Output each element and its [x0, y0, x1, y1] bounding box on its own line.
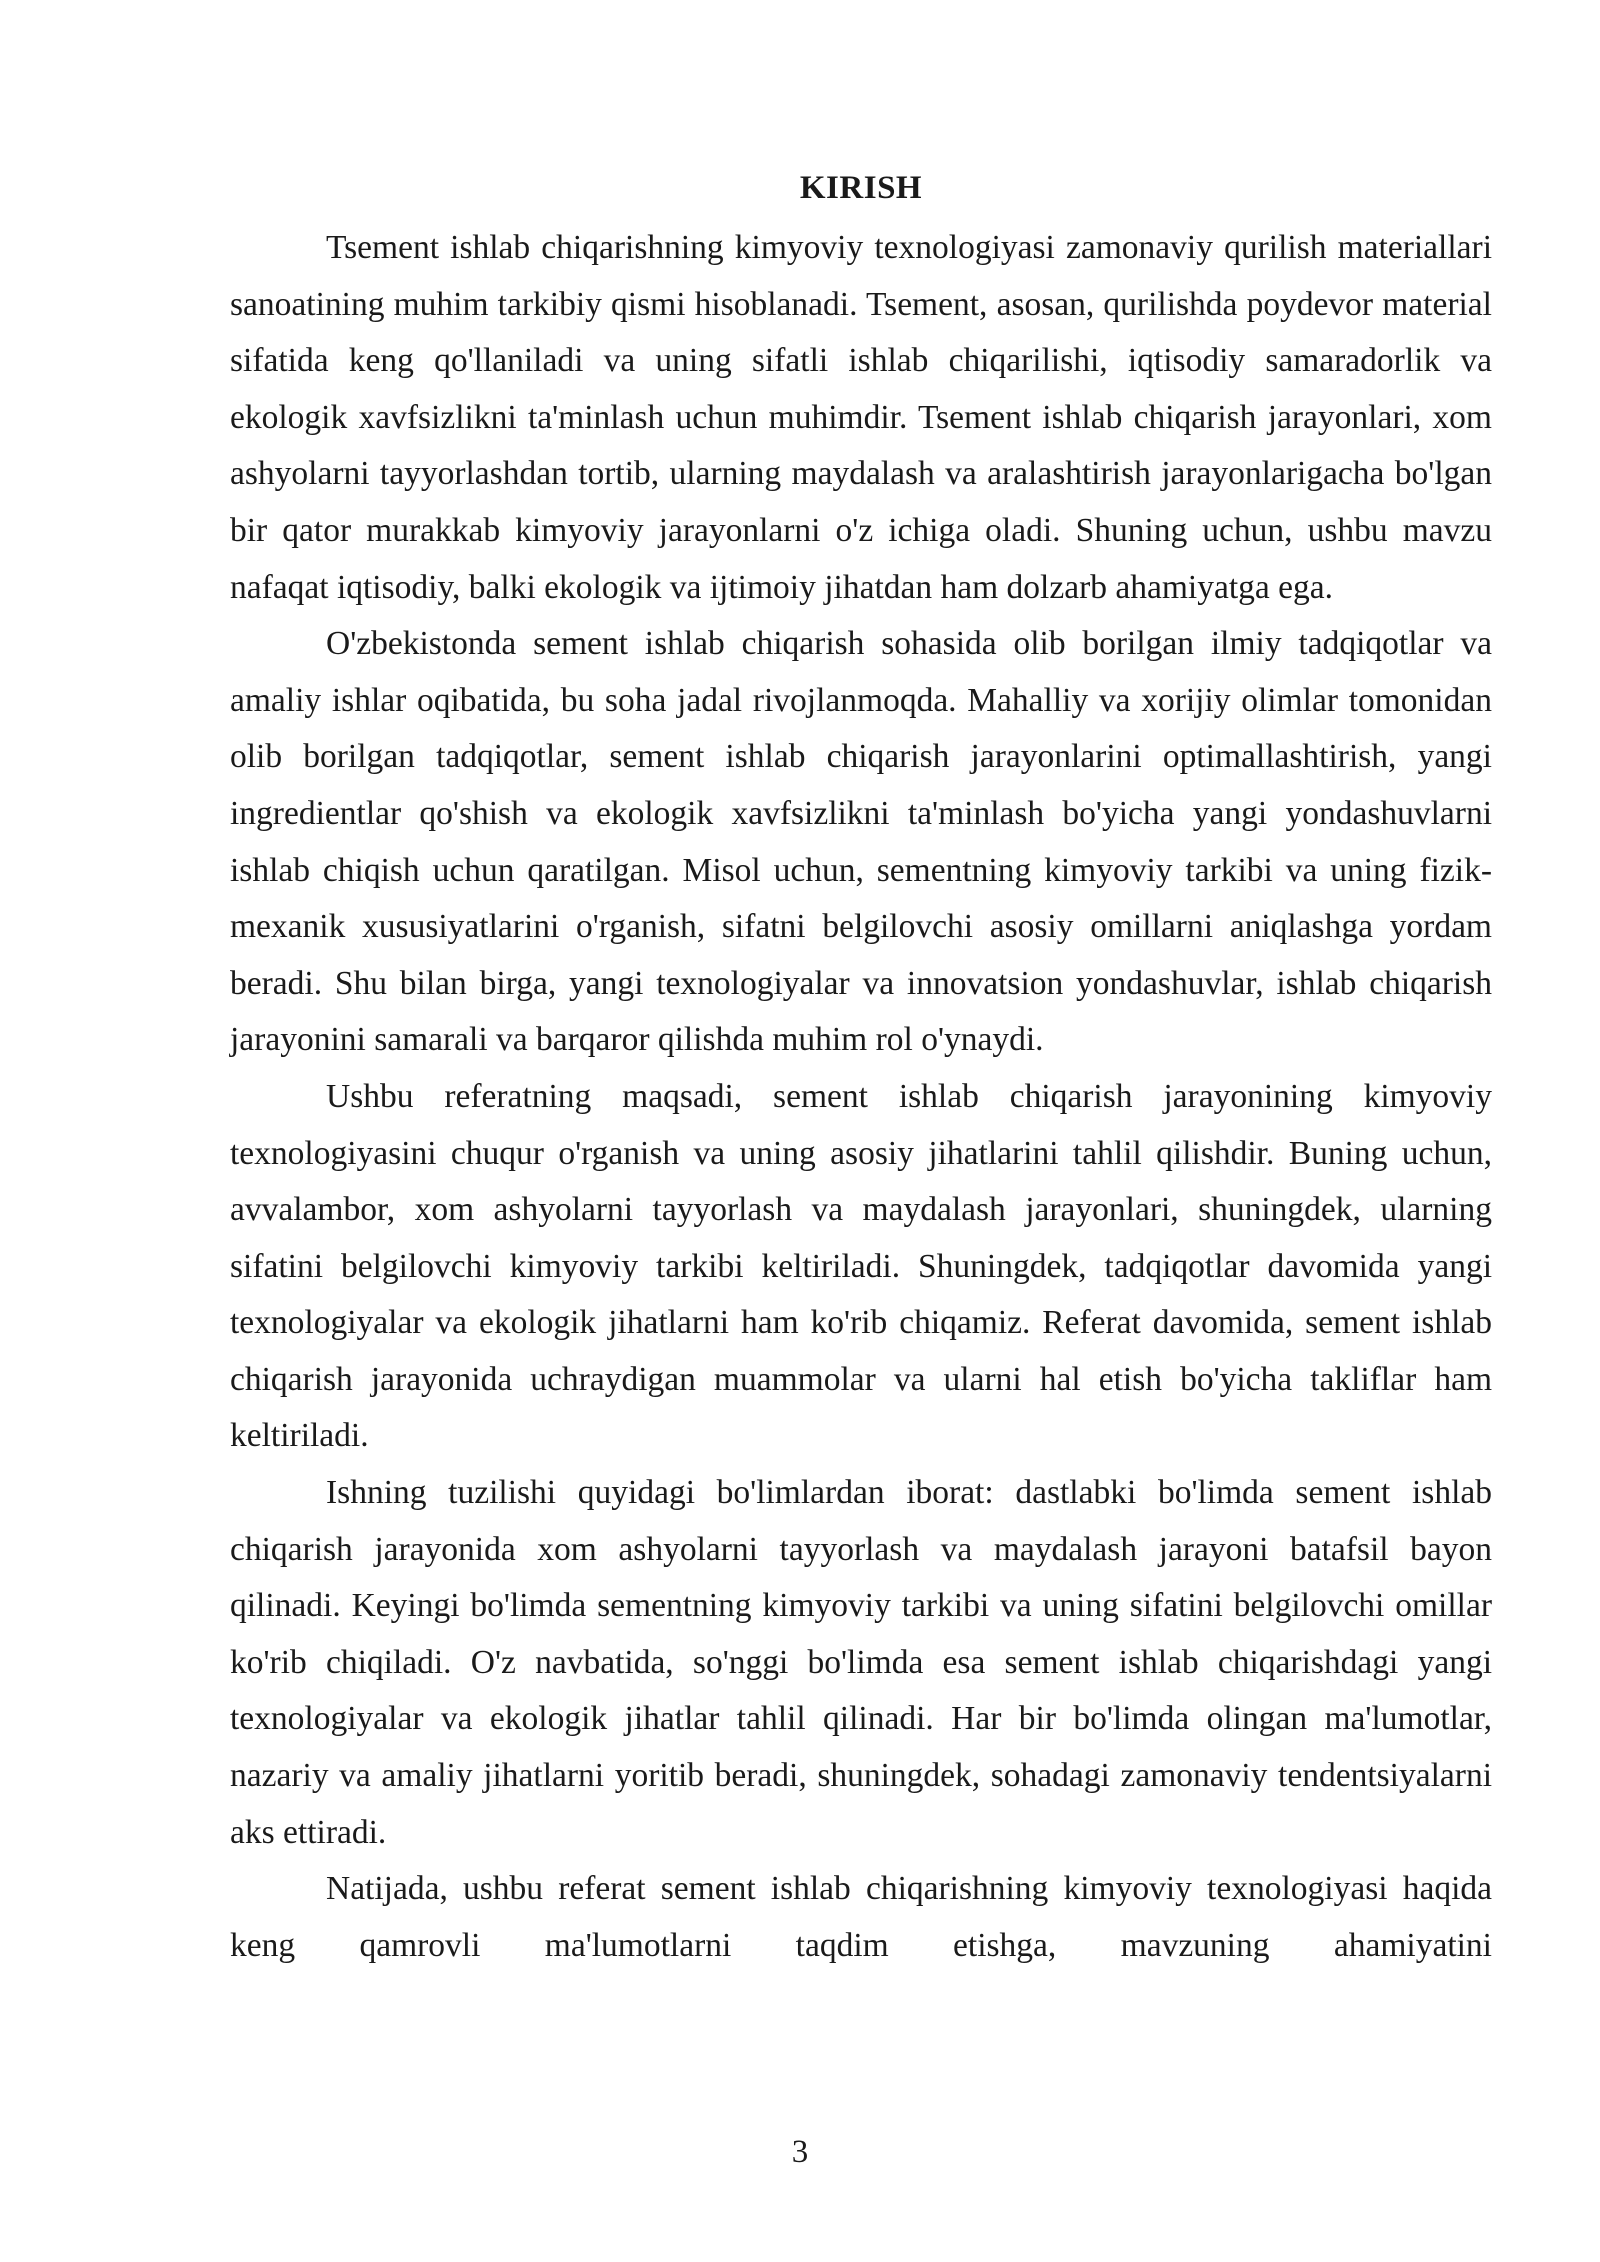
paragraph-3: Ushbu referatning maqsadi, sement ishlab chiqarish jarayonining kimyoviy texnologiyasini chuqur o'rganish va uning asosiy jihatlarini tahlil qilishdir. Buning uchun, avvalambor, xom ashyolarni tayyorlash va maydalash jarayonlari, shuningdek, ularning sifatini belgilovchi kimyoviy tarkibi keltiriladi. Shuningdek, tadqiqotlar davomida yangi texnologiyalar va ekologik jihatlarni ham ko'rib chiqamiz. Referat davomida, sement ishlab chiqarish jarayonida uchraydigan muammolar va ularni hal etish bo'yicha takliflar ham keltiriladi. — [230, 1077, 1492, 1455]
document-page — [230, 160, 1492, 1974]
paragraph-4: Ishning tuzilishi quyidagi bo'limlardan iborat: dastlabki bo'limda sement ishlab chiqarish jarayonida xom ashyolarni tayyorlash va maydalash jarayoni batafsil bayon qilinadi. Keyingi bo'limda sementning kimyoviy tarkibi va uning sifatini belgilovchi omillar ko'rib chiqiladi. O'z navbatida, so'nggi bo'limda esa sement ishlab chiqarishdagi yangi texnologiyalar va ekologik jihatlar tahlil qilinadi. Har bir bo'limda olingan ma'lumotlar, nazariy va amaliy jihatlarni yoritib beradi, shuningdek, sohadagi zamonaviy tendentsiyalarni aks ettiradi. — [230, 1474, 1492, 1851]
paragraph-1: Tsement ishlab chiqarishning kimyoviy texnologiyasi zamonaviy qurilish materiallari sanoatining muhim tarkibiy qismi hisoblanadi. Tsement, asosan, qurilishda poydevor material sifatida keng qo'llaniladi va uning sifatli ishlab chiqarilishi, iqtisodiy samaradorlik va ekologik xavfsizlikni ta'minlash uchun muhimdir. Tsement ishlab chiqarish jarayonlari, xom ashyolarni tayyorlashdan tortib, ularning maydalash va aralashtirish jarayonlarigacha bo'lgan bir qator murakkab kimyoviy jarayonlarni o'z ichiga oladi. Shuning uchun, ushbu mavzu nafaqat iqtisodiy, balki ekologik va ijtimoiy jihatdan ham dolzarb ahamiyatga ega. — [230, 229, 1492, 606]
paragraph-5: Natijada, ushbu referat sement ishlab chiqarishning kimyoviy texnologiyasi haqida keng qamrovli ma'lumotlarni taqdim etishga, mavzuning ahamiyatini — [230, 1870, 1492, 1964]
page-number: 3 — [791, 2134, 809, 2170]
section-title: KIRISH — [799, 170, 923, 206]
paragraph-2: O'zbekistonda sement ishlab chiqarish sohasida olib borilgan ilmiy tadqiqotlar va amaliy ishlar oqibatida, bu soha jadal rivojlanmoqda. Mahalliy va xorijiy olimlar tomonidan olib borilgan tadqiqotlar, sement ishlab chiqarish jarayonlarini optimallashtirish, yangi ingredientlar qo'shish va ekologik xavfsizlikni ta'minlash bo'yicha yangi yondashuvlarni ishlab chiqish uchun qaratilgan. Misol uchun, sementning kimyoviy tarkibi va uning fizik-mexanik xususiyatlarini o'rganish, sifatni belgilovchi asosiy omillarni aniqlashga yordam beradi. Shu bilan birga, yangi texnologiyalar va innovatsion yondashuvlar, ishlab chiqarish jarayonini samarali va barqaror qilishda muhim rol o'ynaydi. — [230, 625, 1492, 1059]
